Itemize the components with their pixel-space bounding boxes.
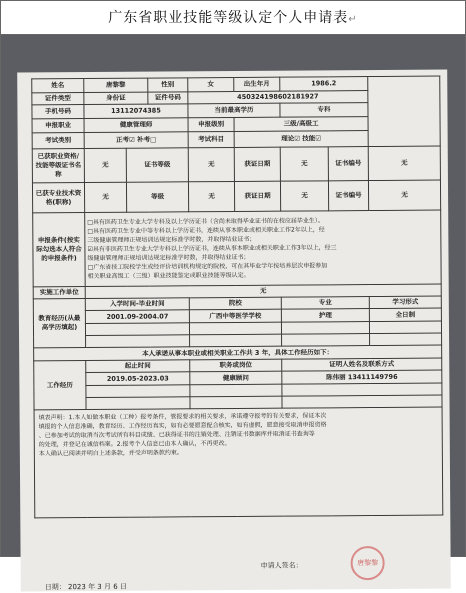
exam-subject-label: 考试科目 [188, 131, 234, 147]
condition-line: □具有医药卫生专业大学专科及以上学历证书（含尚未取得毕业证书的在校应届毕业生）。 [87, 216, 438, 227]
education-header: 入学时间-毕业时间 [85, 298, 189, 311]
occupation-value: 健康管理师 [84, 118, 188, 133]
conditions-label: 申报条件(按实际勾选本人符合的申报条件) [33, 213, 86, 287]
work-cell [190, 384, 282, 397]
level-value: 三级/高级工 [234, 117, 368, 132]
portrait-cell [368, 76, 440, 147]
application-date: 日期： 2023 年 3 月 6 日 [45, 582, 127, 593]
education-header: 学习形式 [369, 296, 441, 309]
education-cell [282, 334, 370, 347]
declaration-line: 填报的个人信息准确，教育经历、工作经历真实，如有必要愿意配合核实，如有虚假，愿意接受取消申报资格 [39, 420, 438, 432]
declaration-line: 、已参加考试的取消当次考试所有科目成绩、已获得证书的注销处理、注销证书数据库并取消证书查询等 [39, 429, 438, 441]
phone-label: 手机号码 [32, 105, 84, 119]
work-unit-value: 无 [85, 284, 441, 298]
education-cell: 护理 [281, 309, 369, 323]
work-history-label: 工作经历 [34, 361, 86, 410]
signature-seal: 唐黎黎 [351, 546, 385, 580]
work-cell: 健康顾问 [190, 371, 282, 385]
name-label: 姓名 [32, 79, 84, 93]
work-cell: 陈伟丽 13411149796 [282, 370, 442, 384]
cert-number-label: 证书编号 [328, 147, 368, 181]
row-conditions [33, 210, 442, 287]
title-level-value: 无 [188, 181, 234, 211]
document-photo [0, 34, 466, 557]
education-level-value: 专科 [280, 103, 368, 118]
exam-subject-value: 理论☑ 技能☑ [234, 131, 368, 148]
id-type-label: 证件类型 [32, 93, 84, 105]
condition-line: 三级健康管理师正规培训达规定标准学时数，并取得结业证书； [87, 234, 438, 245]
work-cell [282, 395, 442, 408]
row-declaration [34, 407, 443, 518]
return-mark: ↵ [348, 14, 357, 25]
work-cell: 2019.05-2023.03 [86, 372, 190, 386]
work-cell [86, 385, 190, 398]
condition-line: 相关职业高级工（三级）职业技能鉴定或职业技能等级认定。 [88, 270, 439, 281]
qualification-label: 已获职业资格/技能等级证书名称 [32, 149, 84, 183]
condition-line: □具有医药卫生专业中等专科以上学历证书，连续从事本职业或相关职业工作2年以上，经 [87, 225, 438, 236]
title-date-value: 无 [280, 181, 328, 211]
work-years-statement: 本人承诺从事本职业或相关职业工作共 3 年，具体工作经历如下： [34, 345, 442, 361]
declaration-line: 填表声明：1.本人如做本职业（工种）报考条件，管报要求的相关要求，承诺遵守报考的有关要求，保证本次 [39, 411, 438, 423]
education-cell [86, 335, 190, 348]
occupation-label: 申报职业 [32, 119, 84, 133]
work-cell [86, 397, 190, 410]
signature-label: 申请人签名： [261, 561, 303, 571]
gender-label: 性别 [148, 78, 188, 92]
title-date-label: 获证日期 [234, 181, 280, 211]
education-cell [370, 333, 442, 346]
id-number-value: 450324198602181927 [188, 91, 368, 104]
education-cell: 2001.09-2004.07 [85, 310, 189, 324]
cert-number-value: 无 [368, 146, 440, 181]
exam-type-label: 考试类别 [32, 133, 84, 149]
education-cell [281, 322, 369, 335]
id-number-label: 证件号码 [148, 92, 188, 104]
declaration-line: 本人确认已阅读并明白上述条款，并受声明条款约束。 [39, 447, 438, 459]
education-cell [85, 323, 189, 336]
condition-line: 级健康管理师正规培训达规定标准学时数，并取得结业证书； [87, 252, 438, 263]
conditions-list [85, 210, 442, 286]
level-label: 申报级别 [188, 117, 234, 131]
education-cell [189, 322, 281, 335]
declaration-line: 的处理，并登记在诚信档案。2.报考个人信息已由本人确认，不再更改。 [39, 438, 438, 450]
row-title [32, 180, 440, 213]
page-title [0, 0, 466, 34]
work-header: 职务或岗位 [190, 359, 282, 372]
qualification-value: 无 [84, 148, 126, 182]
phone-value: 13112074385 [84, 104, 188, 119]
work-unit-label: 实施工作单位 [33, 287, 85, 299]
education-cell [190, 334, 282, 347]
condition-line: ☑具有非医药卫生专业大学专科以上学历证书，连续从事本职业或相关职业工作3年以上，经三 [87, 243, 438, 254]
title-level-label: 等级 [126, 182, 188, 212]
work-cell [282, 383, 442, 396]
education-label: 教育经历(从最高学历填起) [33, 299, 85, 348]
work-header: 起止时间 [86, 360, 190, 373]
professional-title-value: 无 [84, 182, 126, 212]
education-cell: 全日制 [369, 308, 441, 322]
row-name [32, 76, 440, 93]
id-type-value: 身份证 [84, 92, 148, 104]
birth-value: 1986.2 [280, 77, 368, 92]
work-header: 证明人姓名及联系方式 [282, 358, 442, 371]
professional-title-label: 已获专业技术资格(职称) [32, 183, 84, 213]
education-cell [369, 321, 441, 334]
application-form-paper [17, 70, 451, 592]
cert-date-value: 无 [280, 147, 328, 181]
title-number-value: 无 [368, 180, 440, 211]
title-text: 广东省职业技能等级认定个人申请表 [108, 10, 348, 26]
exam-type-value: 正考☑ 补考□ [84, 132, 188, 149]
condition-line: □广东省技工院校学生或经评价培训机构规定的院校，可在其毕业学年按培养层次申报参加 [88, 261, 439, 272]
cert-date-label: 获证日期 [234, 147, 280, 181]
title-number-label: 证书编号 [328, 181, 368, 211]
education-header: 专业 [281, 297, 369, 310]
name-value: 唐黎黎 [84, 78, 148, 92]
education-level-label: 当前最高学历 [188, 103, 280, 118]
cert-level-value: 无 [188, 147, 234, 181]
cert-level-label: 证书等级 [126, 148, 188, 182]
work-cell [190, 396, 282, 409]
application-form-table [31, 76, 443, 519]
gender-value: 女 [188, 77, 234, 91]
education-cell: 广西中等医学学校 [189, 309, 281, 323]
education-header: 院校 [189, 297, 281, 310]
row-qualification [32, 146, 440, 183]
declaration-block [34, 407, 443, 518]
birth-label: 出生年月 [234, 77, 280, 91]
